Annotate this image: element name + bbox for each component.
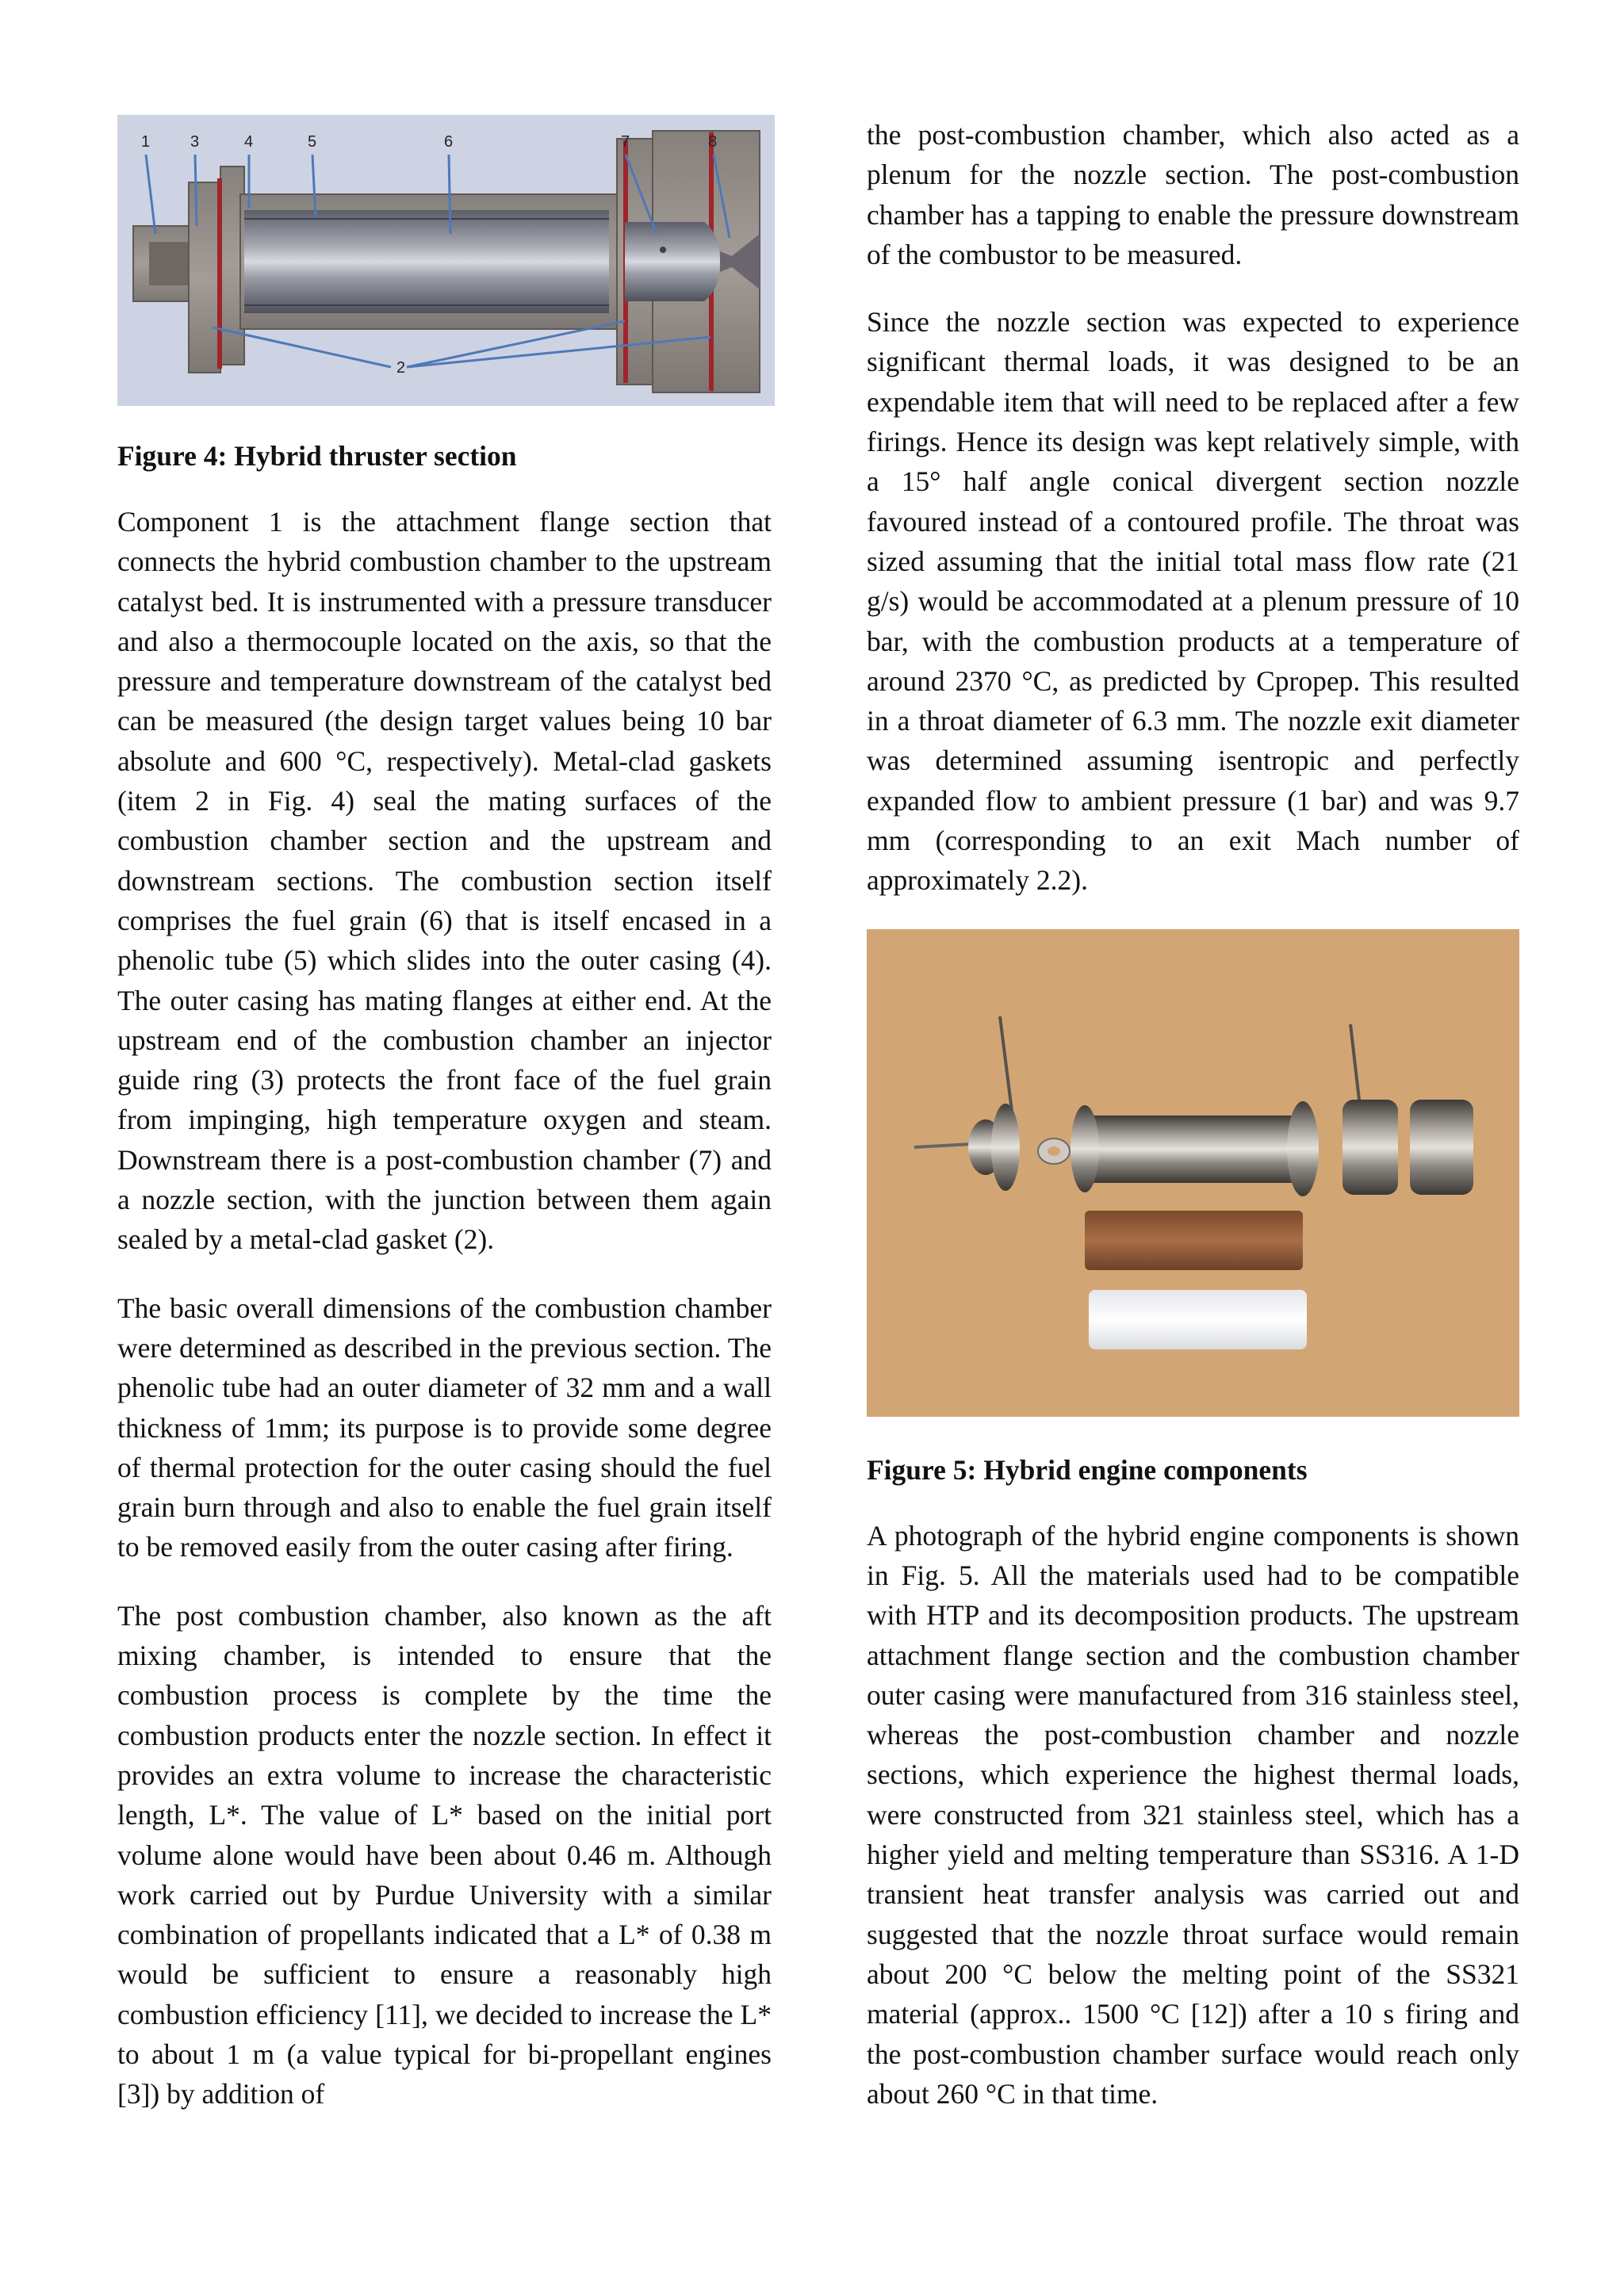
callout-8: 8 [708, 133, 718, 151]
mixing-chamber-cavity-shape [625, 222, 720, 301]
left-paragraph-3: The post combustion chamber, also known as the aft mixing chamber, is intended to ensure that the combustion process is complete by the time the combustion products enter the nozzle section. In effect it provides an extra volume to increase the characteristic length, L*. The value of L* based on the initial port volume alone would have been about 0.46 m. Although work carried out by Purdue University with a similar combination of propellants indicated that a L* of 0.38 m would be sufficient to ensure a reasonably high combustion efficiency [11], we decided to increase the L* to about 1 m (a value typical for bi-propellant engines [3]) by addition of [117, 1599, 772, 2110]
nozzle-section-photo-shape [1410, 1100, 1473, 1195]
figure-4-caption: Figure 4: Hybrid thruster section [117, 440, 517, 472]
post-combustion-chamber-photo-shape [1342, 1100, 1398, 1195]
callout-3: 3 [190, 133, 200, 151]
callout-1: 1 [141, 133, 151, 151]
callout-7: 7 [621, 133, 630, 151]
engine-components-photo [867, 929, 1519, 1417]
callout-2: 2 [396, 359, 406, 377]
figure-5-photo [867, 929, 1519, 1417]
right-paragraph-3: A photograph of the hybrid engine components is shown in Fig. 5. All the materials used had to be compatible with HTP and its decomposition products. The upstream attachment flange section and the combustion chamber outer casing were manufactured from 316 stainless steel, whereas the post-combustion chamber and nozzle sections, which experience the highest thermal loads, were constructed from 321 stainless steel, which has a higher yield and melting temperature than SS316. A 1-D transient heat transfer analysis was carried out and suggested that the nozzle throat surface would remain about 200 °C below the melting point of the SS321 material (approx.. 1500 °C [12]) after a 10 s firing and the post-combustion chamber surface would reach only about 260 °C in that time. [867, 1519, 1519, 2110]
inlet-bore-shape [149, 242, 193, 285]
gasket-left-shape [217, 178, 222, 369]
fuel-grain-shape [244, 210, 609, 313]
fuel-grain-photo-shape [1089, 1290, 1307, 1349]
upstream-flange-shape [189, 182, 220, 373]
outer-casing-photo-shape [1081, 1115, 1303, 1183]
right-paragraph-1: the post-combustion chamber, which also acted as a plenum for the nozzle section. The post-combustion chamber has a tapping to enable the pressure downstream of the combustor to be measured. [867, 119, 1519, 270]
figure-4-cad-section [117, 115, 775, 406]
callout-5: 5 [308, 133, 317, 151]
callout-4: 4 [244, 133, 254, 151]
right-paragraph-2: Since the nozzle section was expected to experience significant thermal loads, it was designed to be an expendable item that will need to be replaced after a few firings. Hence its design was kept relatively simple, with a 15° half angle conical divergent section nozzle favoured instead of a contoured profile. The throat was sized assuming that the initial total mass flow rate (21 g/s) would be accommodated at a plenum pressure of 10 bar, with the combustion products at a temperature of around 2370 °C, as predicted by Cpropep. This resulted in a throat diameter of 6.3 mm. The nozzle exit diameter was determined assuming isentropic and perfectly expanded flow to ambient pressure (1 bar) and was 9.7 mm (corresponding to an exit Mach number of approximately 2.2). [867, 306, 1519, 897]
left-paragraph-1: Component 1 is the attachment flange section that connects the hybrid combustion chamber to the upstream catalyst bed. It is instrumented with a pressure transducer and also a thermocouple located on the axis, so that the pressure and temperature downstream of the catalyst bed can be measured (the design target values being 10 bar absolute and 600 °C, respectively). Metal-clad gaskets (item 2 in Fig. 4) seal the mating surfaces of the combustion chamber section and the upstream and downstream sections. The combustion section itself comprises the fuel grain (6) that is itself encased in a phenolic tube (5) which slides into the outer casing (4). The outer casing has mating flanges at either end. At the upstream end of the combustion chamber an injector guide ring (3) protects the front face of the fuel grain from impinging, high temperature oxygen and steam. Downstream there is a post-combustion chamber (7) and a nozzle section, with the junction between them again sealed by a metal-clad gasket (2). [117, 506, 772, 1256]
right-column [867, 115, 1519, 2114]
left-paragraph-2: The basic overall dimensions of the combustion chamber were determined as described in the previous section. The phenolic tube had an outer diameter of 32 mm and a wall thickness of 1mm; its purpose is to provide some degree of thermal protection for the outer casing should the fuel grain burn through and also to enable the fuel grain itself to be removed easily from the outer casing after firing. [117, 1292, 772, 1563]
callout-6: 6 [444, 133, 454, 151]
thruster-section-drawing [117, 115, 775, 406]
phenolic-tube-shape [1085, 1211, 1303, 1270]
figure-5-caption: Figure 5: Hybrid engine components [867, 1453, 1308, 1486]
left-column [117, 115, 772, 2114]
